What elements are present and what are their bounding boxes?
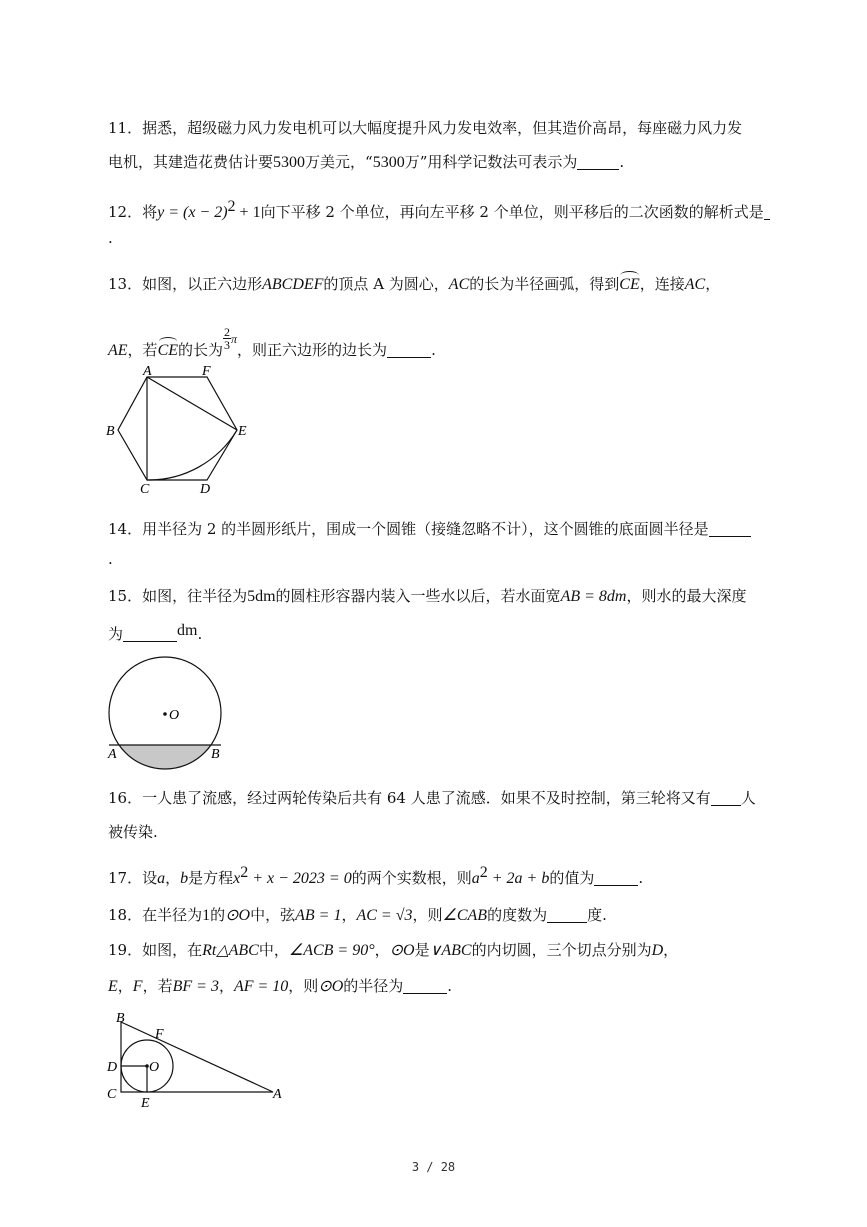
fraction: $\frac{2}{3}$ <box>224 325 231 352</box>
question-16-line1: 16．一人患了流感，经过两轮传染后共有 64 人患了流感．如果不及时控制，第三轮将又有 人 <box>108 789 756 807</box>
page-number: 3 / 28 <box>411 1160 456 1174</box>
question-14-end: . <box>108 550 113 568</box>
answer-blank <box>547 906 587 923</box>
label-b: B <box>116 1011 125 1026</box>
question-12-end: . <box>108 229 113 247</box>
question-11-line1: 11．据悉，超级磁力风力发电机可以大幅度提升风力发电效率，但其造价高昂，每座磁力风力发 <box>108 119 743 137</box>
hexagon-figure <box>100 360 260 498</box>
label-d: D <box>200 482 211 497</box>
answer-blank <box>577 153 619 170</box>
label-a: A <box>273 1087 282 1102</box>
circle-container-figure <box>100 652 235 770</box>
label-d: D <box>107 1060 118 1075</box>
answer-blank <box>123 625 177 642</box>
question-19-line2: E，F，若BF = 3，AF = 10，则⊙O的半径为 . <box>108 977 453 995</box>
label-e: E <box>238 424 247 439</box>
segment-ae <box>147 377 237 430</box>
label-b: B <box>211 747 220 762</box>
label-o: O <box>149 1060 160 1075</box>
right-triangle-figure <box>100 1008 290 1108</box>
arc-ce: CE <box>157 342 179 359</box>
question-13-line1: 13．如图，以正六边形ABCDEF的顶点 A 为圆心，AC的长为半径画弧，得到CE，连接AC， <box>108 275 721 293</box>
question-11-line2: 电机，其建造花费估计要5300万美元，“5300万”用科学记数法可表示为 . <box>108 153 625 171</box>
answer-blank <box>403 977 447 994</box>
question-12: 12．将$y = (x - 2)^2 + 1$向下平移 2 个单位，再向左平移 2 个单位，则平移后的二次函数的解析式是 <box>108 197 770 223</box>
triangle-shape <box>121 1022 273 1092</box>
label-f: F <box>155 1027 164 1042</box>
label-a: A <box>108 747 117 762</box>
question-15-line2: 为 dm. <box>108 622 203 643</box>
question-15-line1: 15．如图，往半径为5dm的圆柱形容器内装入一些水以后，若水面宽AB = 8dm，则水的最大深度 <box>108 587 747 605</box>
label-b: B <box>106 424 115 439</box>
arc-ce: CE <box>619 276 640 293</box>
label-e: E <box>141 1096 150 1108</box>
label-f: F <box>202 364 211 379</box>
arc-ce-shape <box>147 430 237 480</box>
question-14: 14．用半径为 2 的半圆形纸片，围成一个圆锥（接缝忽略不计），这个圆锥的底面圆半径是 <box>108 519 751 539</box>
question-18: 18．在半径为1的⊙O中，弦AB = 1，AC = √3，则∠CAB的度数为 度. <box>108 906 607 924</box>
label-c: C <box>107 1087 117 1102</box>
answer-blank <box>709 520 751 537</box>
label-o: O <box>169 708 180 723</box>
answer-blank <box>594 869 638 886</box>
label-c: C <box>140 482 150 497</box>
answer-blank <box>387 341 431 358</box>
center-dot <box>163 712 167 716</box>
answer-blank <box>711 789 741 806</box>
label-a: A <box>143 364 152 379</box>
question-13-line2: AE，若CE的长为 $\frac{2}{3}$ $^\pi$，则正六边形的边长为 . <box>108 325 436 359</box>
answer-blank <box>764 203 770 220</box>
question-19-line1: 19．如图，在Rt△ABC中，∠ACB = 90°，⊙O是∨ABC的内切圆，三个切点分别为D， <box>108 941 679 959</box>
question-17: 17．设a，b是方程$x^2 + x - 2023 = 0$的两个实数根，则$a^2 + 2a + b$的值为 . <box>108 864 644 887</box>
hexagon-shape <box>118 377 237 480</box>
question-16-line2: 被传染. <box>108 823 158 841</box>
